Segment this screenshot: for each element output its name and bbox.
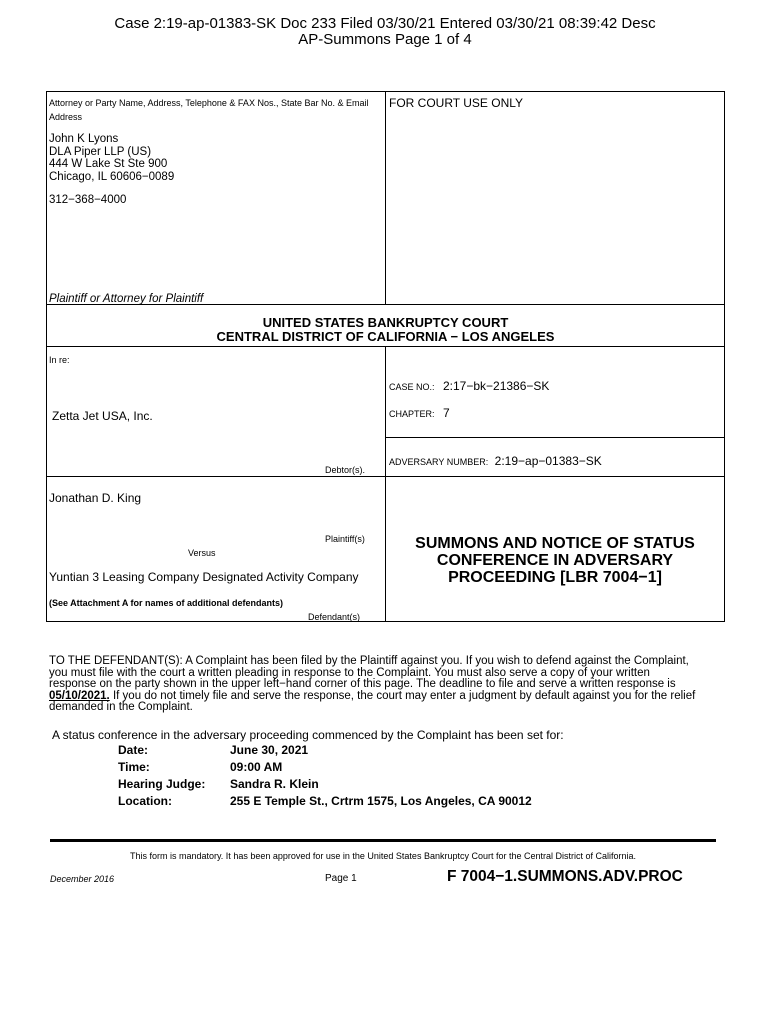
adversary-row	[389, 452, 602, 470]
plaintiff-name: Jonathan D. King	[49, 491, 142, 505]
notice-line: demanded in the Complaint.	[49, 701, 193, 713]
court-name-line2: CENTRAL DISTRICT OF CALIFORNIA − LOS ANGELES	[216, 329, 555, 344]
chapter-row	[389, 404, 450, 422]
footer-rule	[50, 839, 716, 842]
document-title-line1: SUMMONS AND NOTICE OF STATUS	[415, 535, 695, 552]
docket-header-line2: AP-Summons Page 1 of 4	[298, 31, 472, 48]
hearing-judge: Sandra R. Klein	[230, 777, 319, 791]
attorney-city: Chicago, IL 60606−0089	[49, 170, 175, 183]
mandatory-notice: This form is mandatory. It has been approved for use in the United States Bankruptcy Court for the Central District of California.	[129, 851, 637, 861]
divider	[46, 476, 725, 477]
debtor-label: Debtor(s).	[325, 465, 366, 475]
attorney-label: Attorney or Party Name, Address, Telephone & FAX Nos., State Bar No. & Email Address	[49, 98, 369, 122]
judge-label: Hearing Judge:	[118, 777, 206, 791]
defendant-name: Yuntian 3 Leasing Company Designated Activity Company	[49, 570, 359, 584]
plaintiff-label: Plaintiff(s)	[325, 534, 365, 544]
attorney-firm: DLA Piper LLP (US)	[49, 145, 152, 158]
debtor-name: Zetta Jet USA, Inc.	[52, 409, 153, 423]
court-use-label: FOR COURT USE ONLY	[389, 96, 524, 110]
attorney-name: John K Lyons	[49, 133, 119, 145]
versus-label: Versus	[188, 548, 216, 558]
hearing-time: 09:00 AM	[230, 760, 283, 774]
adversary-label: ADVERSARY NUMBER:	[389, 457, 489, 467]
divider	[385, 437, 725, 438]
status-conference-intro: A status conference in the adversary proceeding commenced by the Complaint has been set for:	[52, 728, 564, 742]
case-number-row	[389, 377, 549, 395]
hearing-location: 255 E Temple St., Crtrm 1575, Los Angeles, CA 90012	[230, 794, 532, 808]
court-name-line1: UNITED STATES BANKRUPTCY COURT	[262, 315, 509, 330]
notice-line: you must file with the court a written pleading in response to the Complaint. You must also serve a copy of your written	[49, 666, 650, 679]
date-label: Date:	[118, 743, 149, 757]
docket-header-line1: Case 2:19-ap-01383-SK Doc 233 Filed 03/30/21 Entered 03/30/21 08:39:42 Desc	[114, 15, 656, 32]
location-label: Location:	[118, 794, 172, 808]
form-date: December 2016	[50, 874, 115, 884]
time-label: Time:	[118, 760, 150, 774]
attachment-note: (See Attachment A for names of additional defendants)	[49, 598, 284, 608]
notice-line: 05/10/2021. If you do not timely file and serve the response, the court may enter a judgment by default against you for the relief	[49, 689, 696, 702]
case-number-label: CASE NO.:	[389, 382, 435, 392]
attorney-street: 444 W Lake St Ste 900	[49, 158, 168, 170]
attorney-role: Plaintiff or Attorney for Plaintiff	[49, 293, 204, 305]
document-title-line2: CONFERENCE IN ADVERSARY	[436, 552, 674, 569]
case-number: 2:17−bk−21386−SK	[442, 379, 550, 393]
notice-line: response on the party shown in the upper left−hand corner of this page. The deadline to file and serve a written response is	[49, 678, 676, 690]
response-deadline: 05/10/2021.	[49, 689, 110, 702]
hearing-date: June 30, 2021	[230, 743, 309, 757]
defendant-label: Defendant(s)	[308, 612, 361, 622]
chapter-number: 7	[442, 406, 450, 420]
notice-paragraph	[49, 656, 695, 714]
document-title-line3: PROCEEDING [LBR 7004−1]	[448, 569, 662, 586]
form-number: F 7004−1.SUMMONS.ADV.PROC	[447, 868, 683, 885]
divider	[385, 91, 386, 304]
notice-line: TO THE DEFENDANT(S): A Complaint has been filed by the Plaintiff against you. If you wish to defend against the Complaint,	[49, 655, 689, 667]
adversary-number: 2:19−ap−01383−SK	[494, 454, 602, 468]
attorney-phone: 312−368−4000	[49, 194, 127, 206]
page-number: Page 1	[325, 873, 357, 884]
in-re-label: In re:	[49, 355, 70, 365]
chapter-label: CHAPTER:	[389, 409, 435, 419]
